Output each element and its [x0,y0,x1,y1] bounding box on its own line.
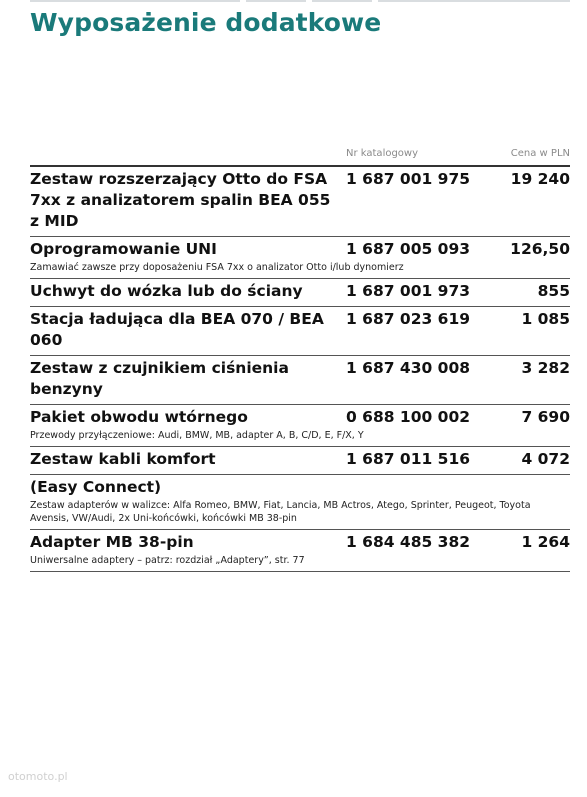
product-note: Przewody przyłączeniowe: Audi, BMW, MB, adapter A, B, C/D, E, F/X, Y [30,430,364,441]
product-name: Zestaw rozszerzający Otto do FSA 7xx z analizatorem spalin BEA 055 z MID [30,170,331,230]
product-name: Zestaw kabli komfort [30,450,216,468]
price: 4 072 [521,450,570,468]
catalog-number: 1 684 485 382 [346,533,471,551]
price: 3 282 [521,359,570,377]
table-row [30,447,570,474]
catalog-number: 1 687 011 516 [346,450,471,468]
table-row [30,167,570,237]
product-note: Zestaw adapterów w walizce: Alfa Romeo, BMW, Fiat, Lancia, MB Actros, Atego, Sprinter, Peugeot, Toyota Avensis, VW/Audi, 2x Uni-końcówki, końcówki MB 38-pin [30,500,531,524]
table-row [30,405,570,447]
product-name: Oprogramowanie UNI [30,240,217,258]
product-name: (Easy Connect) [30,478,162,496]
price: 1 085 [521,310,570,328]
product-note: Uniwersalne adaptery – patrz: rozdział „Adaptery”, str. 77 [30,555,305,566]
catalog-number: 1 687 430 008 [346,359,471,377]
product-name: Stacja ładująca dla BEA 070 / BEA 060 [30,310,324,349]
header-price: Cena w PLN [510,148,570,159]
header-catalog-number: Nr katalogowy [346,148,419,159]
catalog-number: 0 688 100 002 [346,408,471,426]
catalog-number: 1 687 001 975 [346,170,471,188]
top-rule [378,0,570,2]
table-row [30,307,570,356]
top-rule [246,0,306,2]
table-row [30,474,570,530]
price: 855 [537,282,570,300]
price: 1 264 [521,533,570,551]
table-row [30,530,570,572]
table-row [30,356,570,405]
product-note: Zamawiać zawsze przy doposażeniu FSA 7xx o analizator Otto i/lub dynomierz [30,262,404,273]
product-name: Uchwyt do wózka lub do ściany [30,282,303,300]
product-name: Zestaw z czujnikiem ciśnienia benzyny [30,359,289,398]
table-row [30,237,570,279]
table-header [30,145,570,167]
catalog-number: 1 687 001 973 [346,282,471,300]
accessories-table [30,145,570,572]
product-name: Pakiet obwodu wtórnego [30,408,248,426]
page-title: Wyposażenie dodatkowe [30,8,382,37]
price: 19 240 [510,170,570,188]
price: 126,50 [510,240,570,258]
catalog-number: 1 687 023 619 [346,310,471,328]
table-row [30,279,570,307]
catalog-number: 1 687 005 093 [346,240,471,258]
watermark: otomoto.pl [8,770,68,783]
top-rule [30,0,240,2]
product-name: Adapter MB 38-pin [30,533,194,551]
top-rule [312,0,372,2]
price: 7 690 [521,408,570,426]
